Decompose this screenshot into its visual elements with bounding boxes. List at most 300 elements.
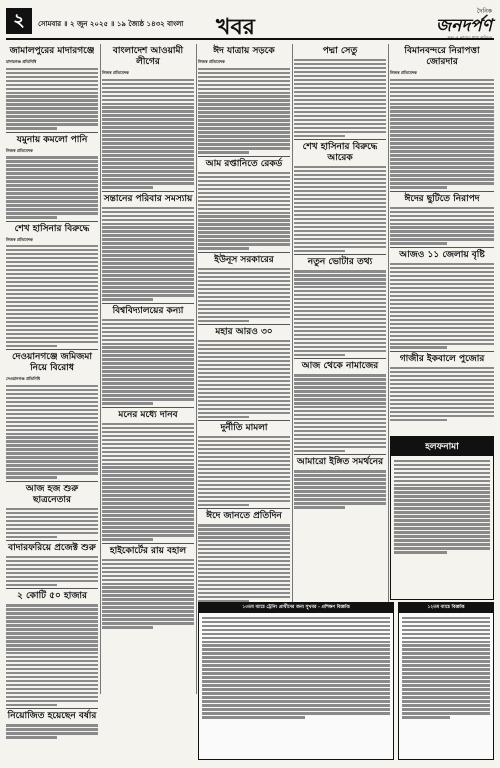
text-line: [102, 439, 194, 441]
article-separator: [6, 132, 98, 133]
text-line: [198, 532, 290, 534]
text-line: [294, 135, 345, 137]
column-divider: [292, 44, 293, 694]
article-headline[interactable]: বিমানবন্দরে নিরাপত্তা জোরদার: [404, 46, 480, 67]
text-line: [102, 563, 194, 565]
text-line: [202, 680, 390, 682]
article-headline[interactable]: আজও ১১ জেলায় বৃষ্টি: [399, 249, 485, 260]
text-line: [102, 339, 194, 341]
text-line: [6, 253, 98, 255]
text-line: [390, 106, 494, 108]
text-line: [6, 405, 98, 407]
text-line: [198, 440, 290, 442]
text-line: [402, 637, 490, 639]
article: [6, 224, 98, 348]
article: [102, 546, 194, 629]
text-line: [390, 415, 494, 417]
article-headline[interactable]: শেখ হাসিনার বিরুদ্ধে আরেক: [302, 142, 378, 164]
article: [102, 194, 194, 301]
text-line: [390, 346, 447, 348]
text-line: [198, 356, 290, 358]
text-line: [202, 617, 390, 619]
text-line: [6, 628, 98, 630]
text-line: [390, 287, 494, 289]
text-line: [202, 644, 390, 646]
text-line: [198, 576, 290, 578]
text-line: [294, 202, 386, 204]
text-line: [402, 708, 490, 710]
text-line: [6, 76, 98, 78]
text-line: [402, 660, 490, 662]
text-line: [198, 364, 290, 366]
text-line: [6, 425, 98, 427]
text-line: [198, 80, 290, 82]
article-headline[interactable]: আজ থেকে নামাজের: [301, 361, 379, 372]
text-line: [390, 303, 494, 305]
text-line: [198, 472, 290, 474]
article-headline[interactable]: গাজীর ইকবালে পুজোর: [399, 353, 485, 364]
text-line: [198, 127, 290, 129]
text-line: [202, 664, 390, 666]
text-line: [294, 170, 386, 172]
text-line: [102, 378, 194, 380]
text-line: [6, 389, 98, 391]
dateline: সোমবার ॥ ২ জুন ২০২৫ ॥ ১৯ জ্যৈষ্ঠ ১৪৩২ বাংলা: [38, 20, 184, 28]
text-line: [198, 492, 290, 494]
text-line: [390, 238, 494, 240]
text-line: [198, 416, 249, 418]
article-headline[interactable]: ঈদ যাত্রায় সড়কে: [213, 46, 275, 56]
text-line: [402, 700, 490, 702]
text-line: [102, 590, 194, 592]
text-line: [6, 644, 98, 646]
text-line: [102, 370, 194, 372]
text-line: [294, 282, 386, 284]
text-line: [294, 290, 386, 292]
text-line: [294, 342, 386, 344]
text-line: [394, 535, 490, 537]
text-line: [6, 564, 98, 566]
newspaper-logo: [412, 6, 492, 38]
text-line: [6, 92, 98, 94]
text-line: [102, 350, 194, 352]
article-headline[interactable]: হাইকোর্টের রায় বহাল: [109, 545, 187, 556]
text-line: [6, 84, 98, 86]
text-line: [394, 484, 490, 486]
article-headline[interactable]: ইউনূস সরকারের: [214, 254, 274, 265]
text-line: [402, 676, 490, 678]
text-line: [394, 476, 490, 478]
text-line: [394, 499, 490, 501]
text-line: [6, 560, 98, 562]
text-line: [6, 472, 98, 474]
text-line: [102, 394, 194, 396]
text-line: [390, 343, 494, 345]
text-line: [294, 250, 345, 252]
article-headline[interactable]: বিশ্ববিদ্যালয়ের কন্যা: [112, 305, 184, 316]
text-line: [6, 245, 98, 247]
text-line: [390, 142, 494, 144]
article-headline[interactable]: আম রপ্তানিতে রেকর্ড: [205, 158, 283, 169]
text-line: [198, 103, 290, 105]
text-line: [198, 568, 290, 570]
text-line: [6, 269, 98, 271]
text-line: [102, 598, 194, 600]
text-line: [102, 498, 194, 500]
text-line: [198, 88, 290, 90]
text-line: [198, 388, 290, 390]
text-line: [390, 367, 494, 369]
article-headline[interactable]: মহার আরও ৩০: [215, 326, 273, 337]
article-headline[interactable]: ঈদের ছুটিতে নিরাপদ: [404, 193, 480, 204]
text-line: [6, 648, 98, 650]
text-line: [198, 408, 290, 410]
text-line: [294, 131, 386, 133]
text-line: [6, 524, 98, 526]
text-line: [102, 298, 153, 300]
text-line: [6, 680, 98, 682]
article-headline[interactable]: আমারো ইঙ্গিত সমর্থনের: [296, 457, 384, 468]
text-line: [294, 87, 386, 89]
text-line: [294, 182, 386, 184]
article-body: [6, 68, 98, 130]
halafnama-box: [390, 436, 494, 600]
text-line: [294, 127, 386, 129]
text-line: [102, 79, 194, 81]
text-line: [198, 320, 249, 322]
text-line: [6, 452, 98, 454]
text-line: [294, 398, 386, 400]
article-headline[interactable]: আজ হজ শুরু ছাত্রনেতার: [25, 483, 79, 505]
text-line: [202, 692, 390, 694]
text-line: [202, 696, 390, 698]
text-line: [402, 696, 490, 698]
text-line: [198, 528, 290, 530]
text-line: [102, 327, 194, 329]
article-headline[interactable]: শেখ হাসিনার বিরুদ্ধে: [14, 223, 90, 234]
text-line: [6, 192, 98, 194]
text-line: [198, 68, 290, 70]
text-line: [102, 83, 194, 85]
article-separator: [6, 540, 98, 541]
text-line: [294, 306, 386, 308]
text-line: [6, 200, 98, 202]
text-line: [102, 130, 194, 132]
article-body: [294, 166, 386, 252]
text-line: [198, 524, 290, 526]
text-line: [390, 319, 494, 321]
text-line: [390, 83, 494, 85]
text-line: [198, 296, 290, 298]
text-line: [6, 321, 98, 323]
text-line: [198, 180, 290, 182]
article-separator: [390, 351, 494, 352]
text-line: [102, 374, 194, 376]
article-headline[interactable]: যমুনায় কমলো পানি: [16, 134, 88, 145]
text-line: [294, 234, 386, 236]
text-line: [202, 676, 390, 678]
text-line: [294, 474, 386, 476]
text-line: [198, 172, 290, 174]
text-line: [198, 452, 290, 454]
text-line: [394, 551, 447, 553]
text-line: [102, 158, 194, 160]
text-line: [390, 166, 494, 168]
text-line: [198, 552, 290, 554]
article: [294, 142, 386, 252]
article-byline: নিজস্ব প্রতিবেদক: [198, 59, 225, 64]
text-line: [198, 468, 290, 470]
text-line: [294, 354, 345, 356]
article-headline[interactable]: দুর্নীতি মামলা: [220, 423, 268, 434]
article-body: [294, 470, 386, 508]
text-line: [6, 337, 98, 339]
text-line: [6, 656, 98, 658]
article: [294, 46, 386, 137]
text-line: [394, 531, 490, 533]
text-line: [198, 308, 290, 310]
text-line: [198, 119, 290, 121]
text-line: [102, 614, 194, 616]
text-line: [6, 115, 98, 117]
article-body: [294, 59, 386, 137]
text-line: [402, 629, 490, 631]
text-line: [198, 392, 290, 394]
text-line: [102, 230, 194, 232]
article-headline[interactable]: নিয়োজিত হয়েছেন বর্ষার: [7, 711, 97, 722]
text-line: [6, 180, 98, 182]
text-line: [294, 386, 386, 388]
text-line: [294, 390, 386, 392]
article-separator: [198, 252, 290, 253]
text-line: [102, 443, 194, 445]
article-separator: [390, 247, 494, 248]
article-body: [202, 617, 390, 719]
text-line: [294, 166, 386, 168]
text-line: [6, 281, 98, 283]
text-line: [6, 612, 98, 614]
text-line: [294, 103, 386, 105]
text-line: [402, 617, 490, 619]
text-line: [198, 556, 290, 558]
article: [6, 135, 98, 219]
text-line: [202, 629, 390, 631]
text-line: [6, 265, 98, 267]
text-line: [198, 208, 290, 210]
text-line: [390, 279, 494, 281]
advertisement-1: [198, 602, 394, 760]
text-line: [6, 692, 98, 694]
article-body: [6, 385, 98, 479]
text-line: [202, 684, 390, 686]
text-line: [198, 223, 290, 225]
text-line: [294, 91, 386, 93]
article-headline[interactable]: বাংলাদেশ আওয়ামী লীগের: [112, 46, 184, 67]
text-line: [102, 99, 194, 101]
article-body: [198, 340, 290, 418]
text-line: [6, 249, 98, 251]
text-line: [402, 656, 490, 658]
text-line: [394, 480, 490, 482]
article-headline[interactable]: ঈদে জানতে প্রতিদিন: [206, 511, 282, 522]
text-line: [198, 400, 290, 402]
text-line: [198, 480, 290, 482]
text-line: [102, 226, 194, 228]
article-body: [402, 617, 490, 719]
article: [390, 194, 494, 245]
text-line: [390, 207, 494, 209]
text-line: [202, 633, 390, 635]
ad-body: [199, 613, 393, 722]
page-number: ২: [6, 8, 32, 34]
text-line: [294, 506, 345, 508]
article-headline[interactable]: দেওয়ানগঞ্জে জমিজমা নিয়ে বিরোধ: [12, 352, 92, 374]
text-line: [102, 427, 194, 429]
text-line: [6, 401, 98, 403]
article: [102, 410, 194, 541]
text-line: [394, 523, 490, 525]
article-body: [198, 524, 290, 602]
article-headline[interactable]: জামালপুরের মাদারগঞ্জে: [9, 46, 95, 56]
column-1: [6, 44, 98, 740]
text-line: [102, 290, 194, 292]
text-line: [390, 178, 494, 180]
text-line: [6, 80, 98, 82]
article-body: [198, 172, 290, 250]
text-line: [6, 413, 98, 415]
article: [6, 543, 98, 586]
masthead: [6, 6, 494, 40]
text-line: [6, 127, 57, 129]
text-line: [202, 672, 390, 674]
text-line: [6, 68, 98, 70]
article-separator: [294, 358, 386, 359]
text-line: [198, 99, 290, 101]
text-line: [198, 276, 290, 278]
article-byline: নিজস্ব প্রতিবেদক: [390, 70, 417, 75]
article-headline[interactable]: নতুন ভোটার তথ্য: [307, 257, 373, 268]
text-line: [198, 227, 290, 229]
text-line: [294, 242, 386, 244]
text-line: [6, 616, 98, 618]
article-body: [102, 207, 194, 301]
text-line: [390, 411, 494, 413]
text-line: [6, 636, 98, 638]
text-line: [294, 402, 386, 404]
text-line: [6, 520, 98, 522]
text-line: [390, 219, 494, 221]
text-line: [394, 519, 490, 521]
article-headline[interactable]: সন্তানের পরিবার সমস্যায়: [103, 193, 193, 204]
text-line: [294, 434, 386, 436]
column-divider: [100, 44, 101, 694]
text-line: [294, 406, 386, 408]
text-line: [294, 310, 386, 312]
text-line: [390, 323, 494, 325]
text-line: [198, 404, 290, 406]
text-line: [6, 417, 98, 419]
text-line: [202, 625, 390, 627]
text-line: [102, 474, 194, 476]
text-line: [102, 242, 194, 244]
text-line: [294, 330, 386, 332]
text-line: [102, 398, 194, 400]
article-body: [294, 270, 386, 356]
text-line: [6, 572, 98, 574]
text-line: [390, 395, 494, 397]
text-line: [202, 637, 390, 639]
text-line: [294, 382, 386, 384]
article-byline: মাদারগঞ্জ প্রতিনিধি: [6, 59, 37, 64]
text-line: [294, 119, 386, 121]
text-line: [6, 684, 98, 686]
text-line: [102, 346, 194, 348]
text-line: [390, 391, 494, 393]
logo-small-text: দৈনিক: [476, 8, 492, 15]
article: [102, 46, 194, 189]
text-line: [6, 536, 57, 538]
text-line: [102, 447, 194, 449]
text-line: [198, 596, 290, 598]
text-line: [198, 304, 290, 306]
text-line: [294, 59, 386, 61]
text-line: [198, 143, 290, 145]
text-line: [394, 503, 490, 505]
text-line: [294, 294, 386, 296]
text-line: [294, 334, 386, 336]
text-line: [102, 250, 194, 252]
text-line: [294, 123, 386, 125]
text-line: [402, 716, 450, 718]
text-line: [198, 352, 290, 354]
text-line: [102, 559, 194, 561]
text-line: [6, 397, 98, 399]
text-line: [202, 688, 390, 690]
text-line: [294, 494, 386, 496]
text-line: [6, 72, 98, 74]
text-line: [402, 621, 490, 623]
text-line: [402, 648, 490, 650]
article-headline[interactable]: মনের মধ্যে দানব: [118, 409, 178, 420]
text-line: [198, 280, 290, 282]
text-line: [102, 278, 194, 280]
text-line: [390, 215, 494, 217]
text-line: [198, 235, 290, 237]
article-headline[interactable]: পদ্মা সেতু: [322, 46, 358, 56]
text-line: [102, 166, 194, 168]
text-line: [6, 345, 57, 347]
article-body: [6, 508, 98, 538]
text-line: [198, 184, 290, 186]
text-line: [294, 107, 386, 109]
text-line: [294, 346, 386, 348]
text-line: [102, 223, 194, 225]
text-line: [294, 63, 386, 65]
text-line: [102, 282, 194, 284]
text-line: [6, 333, 98, 335]
text-line: [6, 107, 98, 109]
article-headline[interactable]: বাদারফরিয়ে প্রজেক্ট শুরু: [8, 543, 96, 553]
article-byline: দেওয়ানগঞ্জ প্রতিনিধি: [6, 376, 41, 382]
text-line: [294, 238, 386, 240]
article-separator: [102, 303, 194, 304]
article-headline[interactable]: ২ কোটি ৫০ হাজার: [17, 591, 87, 602]
text-line: [294, 246, 386, 248]
text-line: [198, 348, 290, 350]
text-line: [390, 150, 494, 152]
text-line: [202, 652, 390, 654]
text-line: [6, 640, 98, 642]
